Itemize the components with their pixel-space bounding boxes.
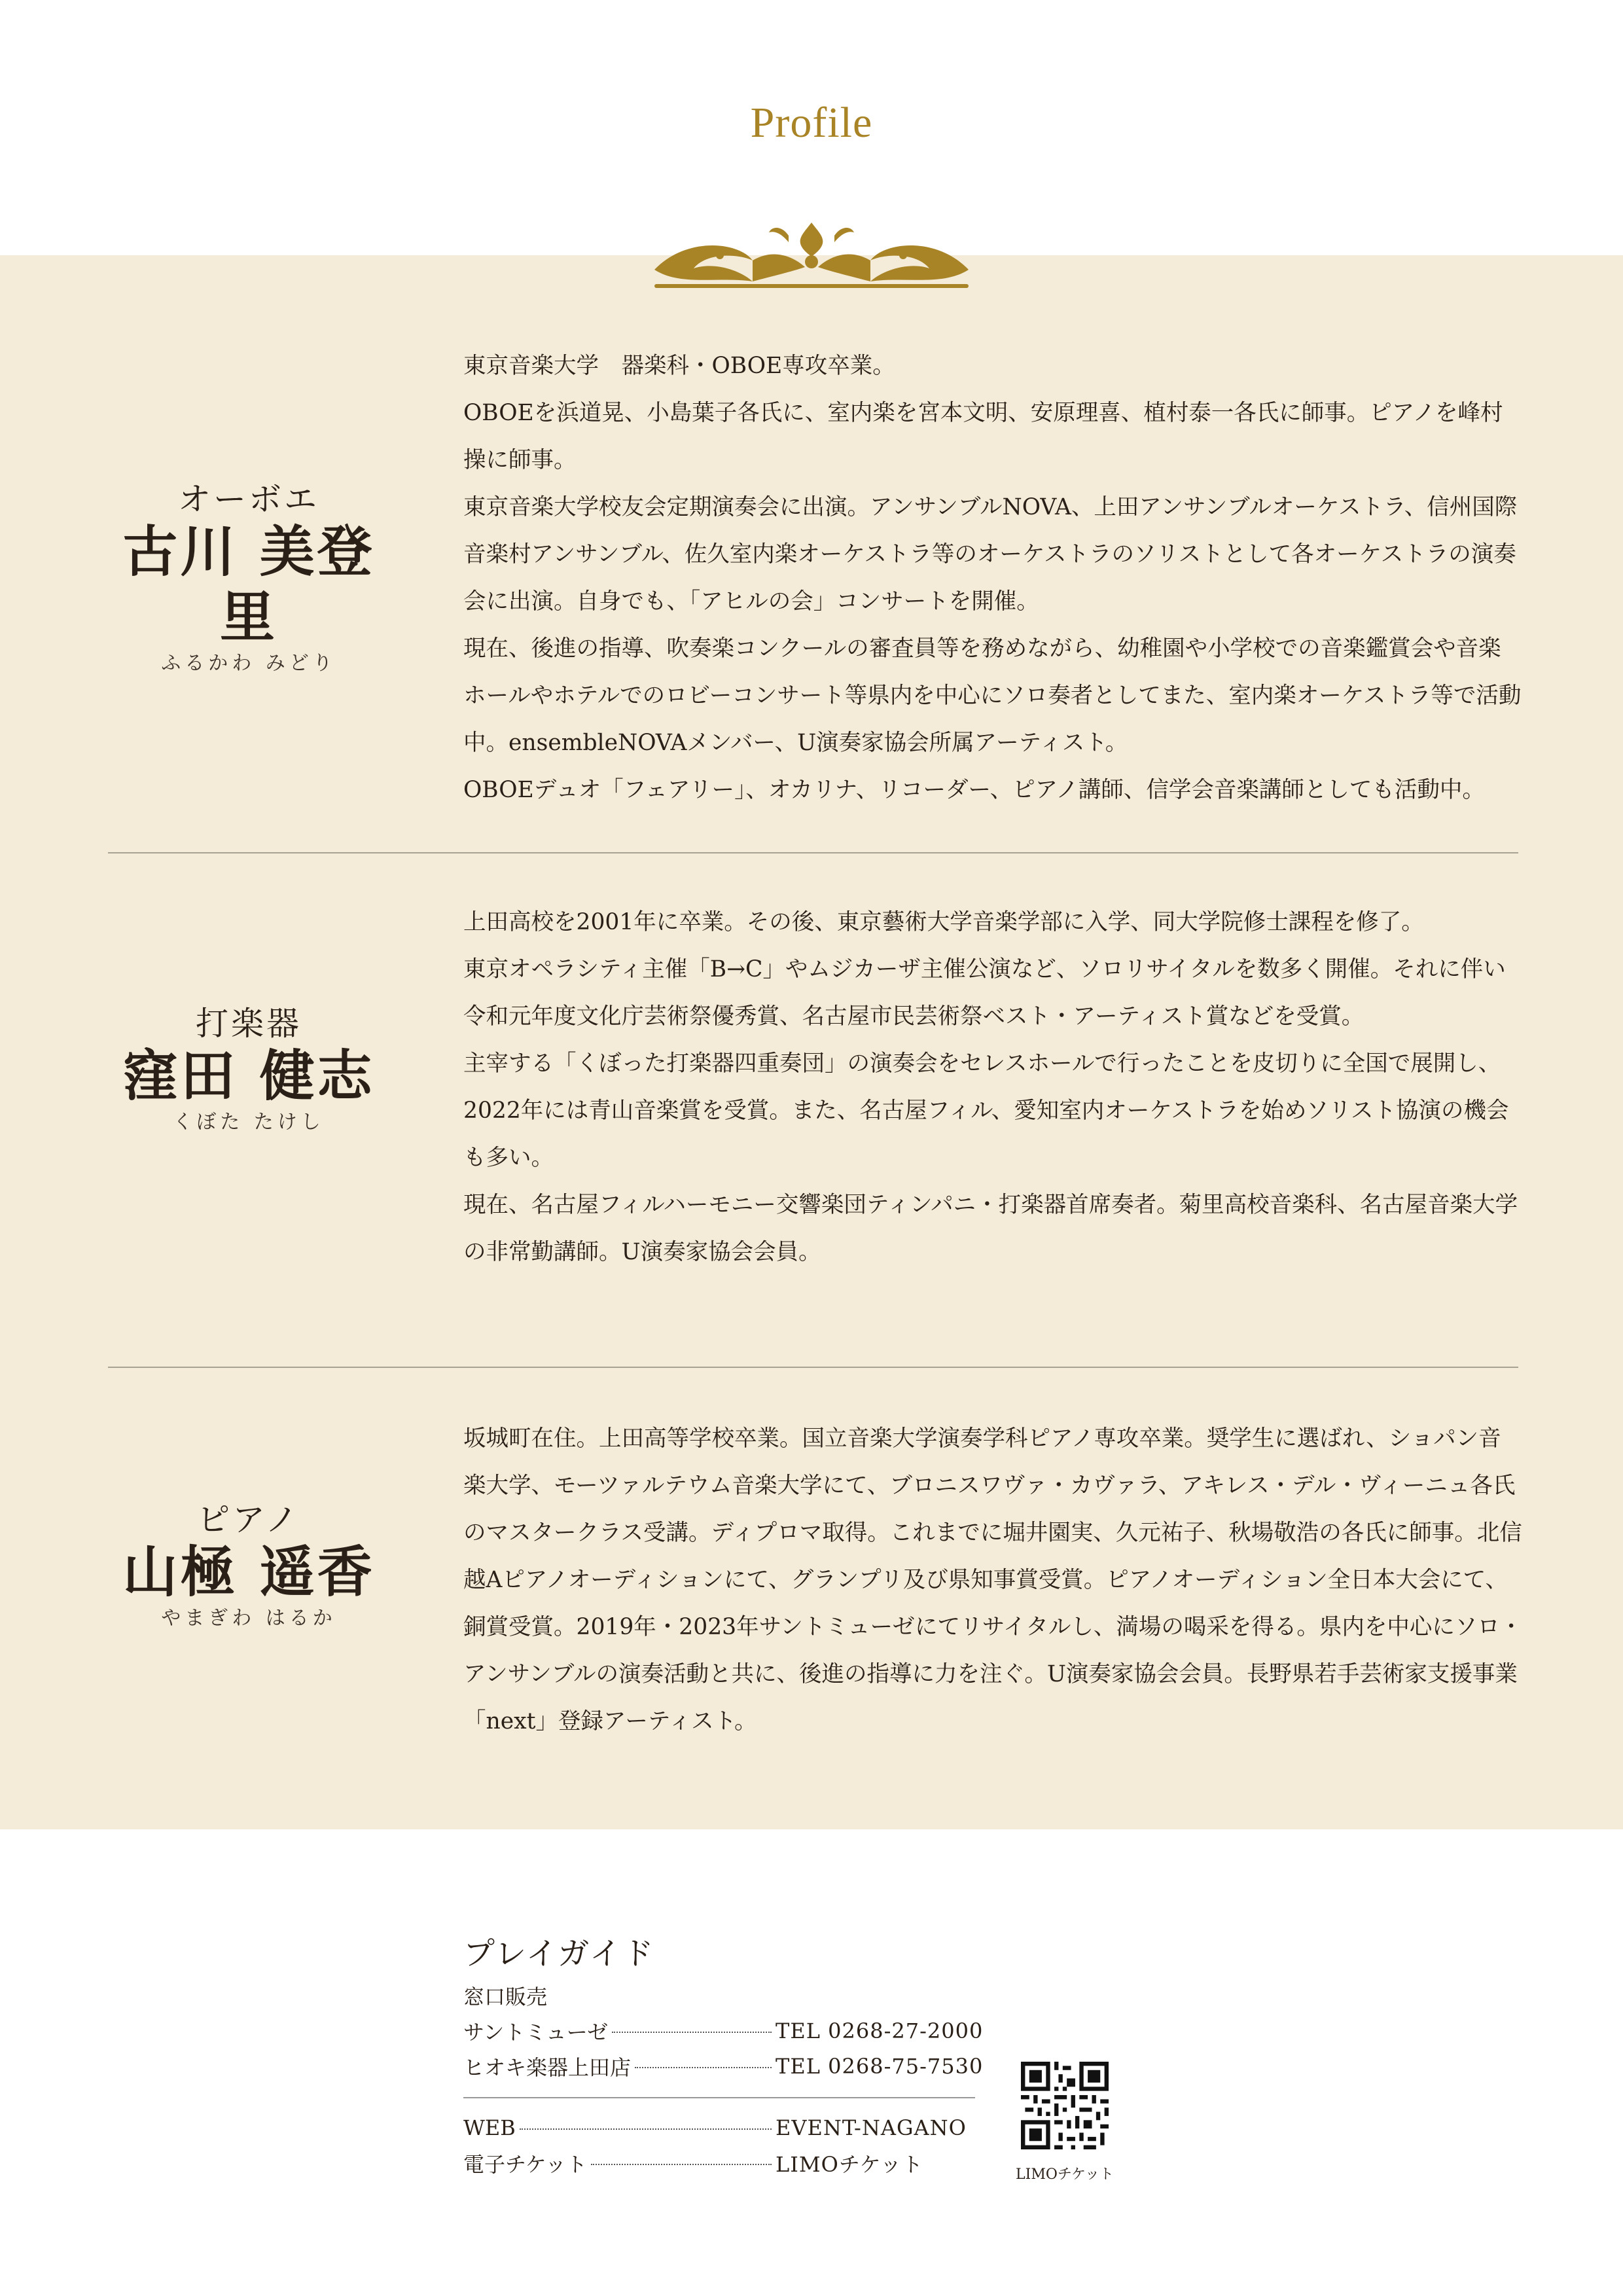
- online-channel: WEB: [463, 2115, 516, 2140]
- bio-paragraph: 主宰する「くぼった打楽器四重奏団」の演奏会をセレスホールで行ったことを皮切りに全国で展開し、2022年には青山音楽賞を受賞。また、名古屋フィル、愛知室内オーケストラを始めソリスト協演の機会も多い。: [463, 1050, 1509, 1171]
- profile-identity-oboe: [98, 480, 399, 677]
- profile-identity-piano: [98, 1500, 399, 1632]
- bio-paragraph: 上田高校を2001年に卒業。その後、東京藝術大学音楽学部に入学、同大学院修士課程を修了。: [463, 909, 1424, 935]
- bio-paragraph: OBOEを浜道晃、小島葉子各氏に、室内楽を宮本文明、安原理喜、植村泰一各氏に師事。ピアノを峰村操に師事。: [463, 400, 1503, 473]
- performer-name: 山極 遥香: [122, 1539, 375, 1604]
- leader-dots: [612, 2032, 772, 2033]
- bio-paragraph: 現在、後進の指導、吹奏楽コンクールの審査員等を務めながら、幼稚園や小学校での音楽鑑賞会や音楽ホールやホテルでのロビーコンサート等県内を中心にソロ奏者としてまた、室内楽オーケストラ等で活動中。ensembleNOVAメンバー、U演奏家協会所属アーティスト。: [463, 636, 1522, 756]
- instrument-label: オーボエ: [178, 480, 319, 518]
- venue-phone: TEL 0268-27-2000: [776, 2018, 984, 2043]
- venue-name: サントミューゼ: [463, 2020, 609, 2045]
- qr-caption: LIMOチケット: [1016, 2166, 1114, 2183]
- playguide-row: [463, 2013, 984, 2049]
- bio-paragraph: 東京音楽大学校友会定期演奏会に出演。アンサンブルNOVA、上田アンサンブルオーケストラ、信州国際音楽村アンサンブル、佐久室内楽オーケストラ等のオーケストラのソリストとして各オーケストラの演奏会に出演。自身でも、「アヒルの会」コンサートを開催。: [463, 494, 1518, 615]
- venue-name: ヒオキ楽器上田店: [463, 2055, 632, 2080]
- playguide-row: [463, 2049, 984, 2084]
- playguide-divider: [463, 2097, 975, 2098]
- performer-name: 古川 美登里: [122, 519, 375, 649]
- leader-dots: [520, 2128, 772, 2130]
- leader-dots: [591, 2164, 772, 2165]
- section-divider: [108, 852, 1518, 853]
- instrument-label: ピアノ: [197, 1501, 300, 1539]
- performer-kana: やまぎわ はるか: [161, 1607, 336, 1630]
- bio-paragraph: 現在、名古屋フィルハーモニー交響楽団ティンパニ・打楽器首席奏者。菊里高校音楽科、名古屋音楽大学の非常勤講師。U演奏家協会会員。: [463, 1192, 1518, 1265]
- profile-identity-percussion: [98, 1004, 399, 1136]
- performer-kana: ふるかわ みどり: [161, 652, 336, 675]
- playguide-row: [463, 2110, 975, 2145]
- qr-code-icon[interactable]: [1021, 2062, 1109, 2149]
- performer-kana: くぼた たけし: [173, 1111, 325, 1134]
- bio-paragraph: 坂城町在住。上田高等学校卒業。国立音楽大学演奏学科ピアノ専攻卒業。奨学生に選ばれ、ショパン音楽大学、モーツァルテウム音楽大学にて、ブロニスワヴァ・カヴァラ、アキレス・デル・ヴィーニュ各氏のマスタークラス受講。ディプロマ取得。これまでに堀井園実、久元祐子、秋場敬浩の各氏に師事。北信越Aピアノオーディションにて、グランプリ及び県知事賞受賞。ピアノオーディション全日本大会にて、銅賞受賞。2019年・2023年サントミューゼにてリサイタルし、満場の喝采を得る。県内を中心にソロ・アンサンブルの演奏活動と共に、後進の指導に力を注ぐ。U演奏家協会会員。長野県若手芸術家支援事業「next」登録アーティスト。: [463, 1426, 1523, 1734]
- leader-dots: [635, 2067, 772, 2068]
- performer-bio: [463, 899, 1524, 1276]
- bio-paragraph: OBOEデュオ「フェアリー」、オカリナ、リコーダー、ピアノ講師、信学会音楽講師としても活動中。: [463, 777, 1485, 803]
- online-provider: EVENT-NAGANO: [776, 2115, 967, 2140]
- section-divider: [108, 1367, 1518, 1368]
- venue-phone: TEL 0268-75-7530: [776, 2054, 984, 2079]
- ornament-flourish: [641, 216, 982, 295]
- performer-bio: [463, 1415, 1524, 1745]
- playguide-row: [463, 2145, 975, 2181]
- counter-sales-label: 窓口販売: [463, 1984, 548, 2009]
- online-channel: 電子チケット: [463, 2152, 588, 2177]
- online-provider: LIMOチケット: [776, 2152, 924, 2177]
- bio-paragraph: 東京音楽大学 器楽科・OBOE専攻卒業。: [463, 353, 895, 379]
- bio-paragraph: 東京オペラシティ主催「B→C」やムジカーザ主催公演など、ソロリサイタルを数多く開催。それに伴い令和元年度文化庁芸術祭優秀賞、名古屋市民芸術祭ベスト・アーティスト賞などを受賞。: [463, 956, 1506, 1030]
- page-title: Profile: [750, 99, 873, 147]
- playguide-section: [463, 1931, 1052, 2181]
- performer-name: 窪田 健志: [122, 1043, 375, 1108]
- performer-bio: [463, 342, 1524, 814]
- instrument-label: 打楽器: [196, 1005, 302, 1043]
- playguide-title: プレイガイド: [463, 1935, 655, 1972]
